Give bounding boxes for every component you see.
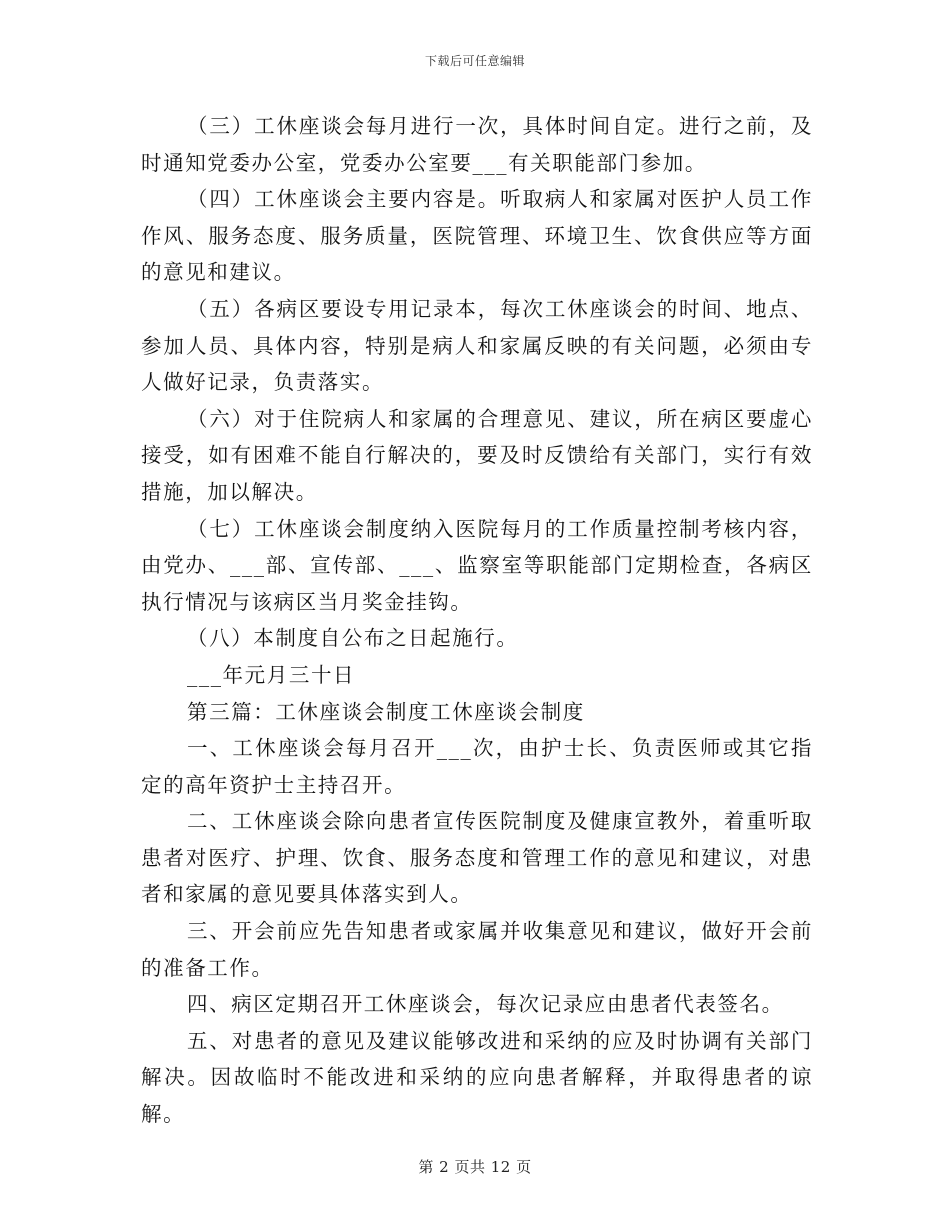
paragraph-item-6: （六）对于住院病人和家属的合理意见、建议，所在病区要虚心接受，如有困难不能自行解决的，要及时反馈给有关部门，实行有效措施，加以解决。 (141, 406, 813, 504)
rule-item-2: 二、工休座谈会除向患者宣传医院制度及健康宣教外，着重听取患者对医疗、护理、饮食、服务态度和管理工作的意见和建议，对患者和家属的意见要具体落实到人。 (141, 809, 813, 907)
rule-item-3: 三、开会前应先告知患者或家属并收集意见和建议，做好开会前的准备工作。 (141, 919, 813, 980)
paragraph-item-7: （七）工休座谈会制度纳入医院每月的工作质量控制考核内容，由党办、___部、宣传部、___、监察室等职能部门定期检查，各病区执行情况与该病区当月奖金挂钩。 (141, 516, 813, 614)
date-line: ___年元月三十日 (187, 662, 356, 687)
paragraph-item-4: （四）工休座谈会主要内容是。听取病人和家属对医护人员工作作风、服务态度、服务质量，医院管理、环境卫生、饮食供应等方面的意见和建议。 (141, 187, 813, 285)
document-body (141, 108, 813, 1133)
rule-item-5: 五、对患者的意见及建议能够改进和采纳的应及时协调有关部门解决。因故临时不能改进和采纳的应向患者解释，并取得患者的谅解。 (141, 1028, 813, 1127)
section-title: 第三篇：工休座谈会制度工休座谈会制度 (187, 699, 585, 724)
page-number-footer: 第 2 页共 12 页 (418, 1158, 532, 1176)
paragraph-item-5: （五）各病区要设专用记录本，每次工休座谈会的时间、地点、参加人员、具体内容，特别是病人和家属反映的有关问题，必须由专人做好记录，负责落实。 (141, 296, 813, 395)
paragraph-item-8: （八）本制度自公布之日起施行。 (187, 626, 519, 651)
page-header: 下载后可任意编辑 (424, 54, 525, 68)
paragraph-item-3: （三）工休座谈会每月进行一次，具体时间自定。进行之前，及时通知党委办公室，党委办公室要___有关职能部门参加。 (141, 114, 813, 175)
rule-item-4: 四、病区定期召开工休座谈会，每次记录应由患者代表签名。 (187, 992, 784, 1017)
rule-item-1: 一、工休座谈会每月召开___次，由护士长、负责医师或其它指定的高年资护士主持召开。 (141, 736, 813, 797)
